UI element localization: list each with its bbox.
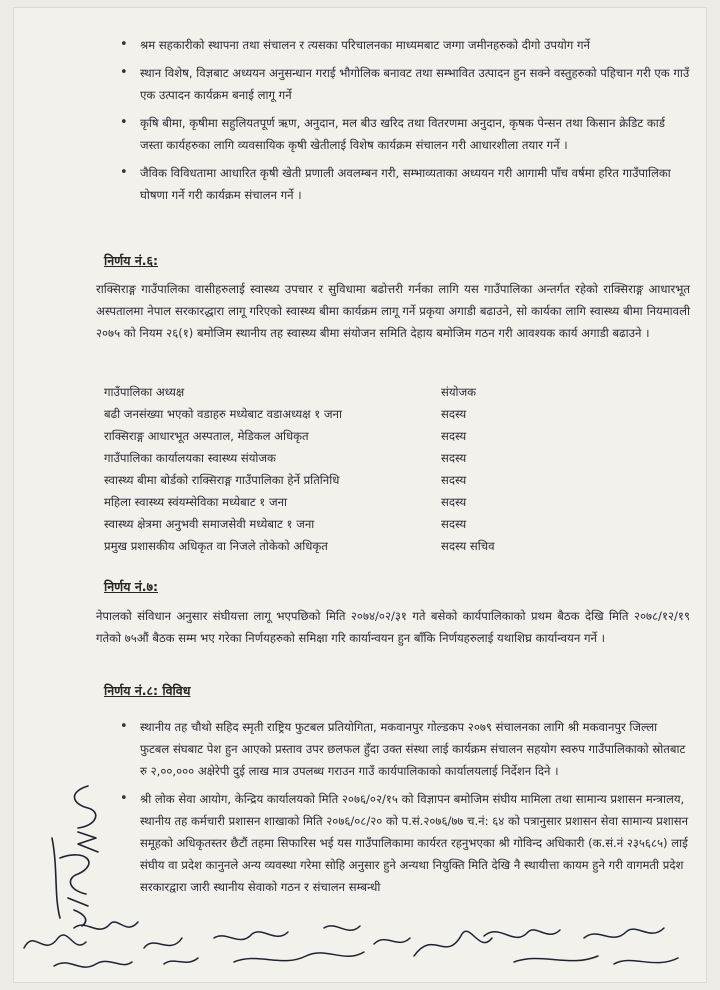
committee-role: सदस्य [441,407,467,421]
list-item: • कृषि बीमा, कृषीमा सहुलियतपूर्ण ऋण, अनुदान, मल बीउ खरिद तथा वितरणमा अनुदान, कृषक पेन्सन तथा किसान क्रेडिट कार्ड जस्ता कार्यहरुका लागि व्यवसायिक कृषी खेतीलाई विशेष कार्यक्रम संचालन गरी आधारशीला तयार गर्ने । [118,112,690,156]
decision8-bullets [118,716,690,904]
list-item: • श्रम सहकारीको स्थापना तथा संचालन र त्यसका परिचालनका माध्यमबाट जग्गा जमीनहरुको दीगो उपयोग गर्ने [118,34,690,56]
committee-position: गाउँपालिका कार्यालयका स्वास्थ्य संयोजक [104,451,276,465]
committee-position: प्रमुख प्रशासकीय अधिकृत वा निजले तोकेको अधिकृत [104,539,328,553]
committee-position: बढी जनसंख्या भएको वडाहरु मध्येबाट वडाअध्यक्ष १ जना [104,407,342,421]
signature-row [14,908,706,982]
list-item: • श्री लोक सेवा आयोग, केन्द्रिय कार्यालयको मिति २०७६/०२/१५ को विज्ञापन बमोजिम संघीय मामिला तथा सामान्य प्रशासन मन्त्रालय, स्थानीय तह कर्मचारी प्रशासन शाखाको मिति २०७६/०८/२० को प.सं.२०७६/७७ च.नं: ६४ को पत्रानुसार प्रशासन सेवा सामान्य प्रशासन समूहको अधिकृतस्तर छैटौं तहमा सिफारिस भई यस गाउँपालिकामा कार्यरत रहनुभएका श्री गोविन्द अधिकारी (क.सं.नं २३५६८५) लाई संघीय वा प्रदेश कानुनले अन्य व्यवस्था गरेमा सोहि अनुसार हुने अन्यथा नियुक्ति मिति देखि नै स्थायीत्ता कायम हुने गरी वागमती प्रदेश सरकारद्वारा जारी स्थानीय सेवाको गठन र संचालन सम्बन्धी [118,788,690,898]
committee-position: स्वास्थ्य बीमा बोर्डको राक्सिराङ्ग गाउँपालिका हेर्ने प्रतिनिधि [104,473,340,487]
table-row [104,469,561,491]
table-row [104,491,561,513]
committee-position: महिला स्वास्थ्य स्वंयम्सेविका मध्येबाट १ जना [104,495,288,509]
committee-position: राक्सिराङ्ग आधारभूत अस्पताल, मेडिकल अधिकृत [104,429,309,443]
list-item: • जैविक विविधतामा आधारित कृषी खेती प्रणाली अवलम्बन गरी, सम्भाव्यताका अध्ययन गरी आगामी पाँच वर्षमा हरित गाउँपालिका घोषणा गर्ने गरी कार्यक्रम संचालन गर्ने । [118,162,690,206]
decision6-heading: निर्णय नं.६: [104,253,158,268]
decision7-heading: निर्णय नं.७: [104,579,158,594]
bullets-top [118,34,690,212]
committee-role: सदस्य [441,451,467,465]
table-row [104,513,561,535]
committee-role: सदस्य सचिव [441,539,495,553]
decision8-heading: निर्णय नं.८: विविध [104,683,191,698]
table-row [104,447,561,469]
committee-table [104,381,561,557]
committee-role: सदस्य [441,495,467,509]
table-row [104,425,561,447]
decision6-paragraph: राक्सिराङ्ग गाउँपालिका वासीहरुलाई स्वास्थ्य उपचार र सुविधामा बढोत्तरी गर्नका लागि यस गाउँपालिका अन्तर्गत रहेको राक्सिराङ्ग आधारभूत अस्पतालमा नेपाल सरकारद्धारा लागू गरिएको स्वास्थ्य बीमा कार्यक्रम लागू गर्ने प्रकृया अगाडी बढाउने, सो कार्यका लागि स्वास्थ्य बीमा नियमावली २०७५ को नियम २६(१) बमोजिम स्थानीय तह स्वास्थ्य बीमा संयोजन समिति देहाय बमोजिम गठन गरी आवश्यक कार्य अगाडी बढाउने । [96,282,690,340]
list-item: • स्थान विशेष, विज्ञबाट अध्ययन अनुसन्धान गराई भौगोलिक बनावट तथा सम्भावित उत्पादन हुन सक्ने वस्तुहरुको पहिचान गरी एक गाउँ एक उत्पादन कार्यक्रम बनाई लागू गर्ने [118,62,690,106]
committee-role: सदस्य [441,517,467,531]
table-row [104,535,561,557]
document-page [14,8,706,982]
list-item: • स्थानीय तह चौथो सहिद स्मृती राष्ट्रिय फुटबल प्रतियोगिता, मकवानपुर गोल्डकप २०७९ संचालनका लागि श्री मकवानपुर जिल्ला फुटबल संघबाट पेश हुन आएको प्रस्ताव उपर छलफल हुँदा उक्त संस्था लाई कार्यक्रम संचालन सहयोग स्वरुप गाउँपालिकाको स्रोतबाट रु २,००,००० अक्षेरेपी दुई लाख मात्र उपलब्ध गराउन गाउँ कार्यपालिकाको कार्यालयलाई निर्देशन दिने । [118,716,690,782]
committee-role: संयोजक [441,385,477,399]
table-row [104,381,561,403]
committee-position: स्वास्थ्य क्षेत्रमा अनुभवी समाजसेवी मध्येबाट १ जना [104,517,315,531]
committee-role: सदस्य [441,429,467,443]
handwritten-signature [38,778,110,928]
table-row [104,403,561,425]
decision7-paragraph: नेपालको संविधान अनुसार संघीयत्ता लागू भएपछिको मिति २०७४/०२/३१ गते बसेको कार्यपालिकाको प्रथम बैठक देखि मिति २०७८/१२/१९ गतेको ७५औं बैठक सम्म भए गरेका निर्णयहरुको समिक्षा गरि कार्यान्वयन हुन बाँकि निर्णयहरुलाई यथाशिघ्र कार्यान्वयन गर्ने । [96,609,690,645]
committee-role: सदस्य [441,473,467,487]
committee-position: गाउँपालिका अध्यक्ष [104,385,185,399]
